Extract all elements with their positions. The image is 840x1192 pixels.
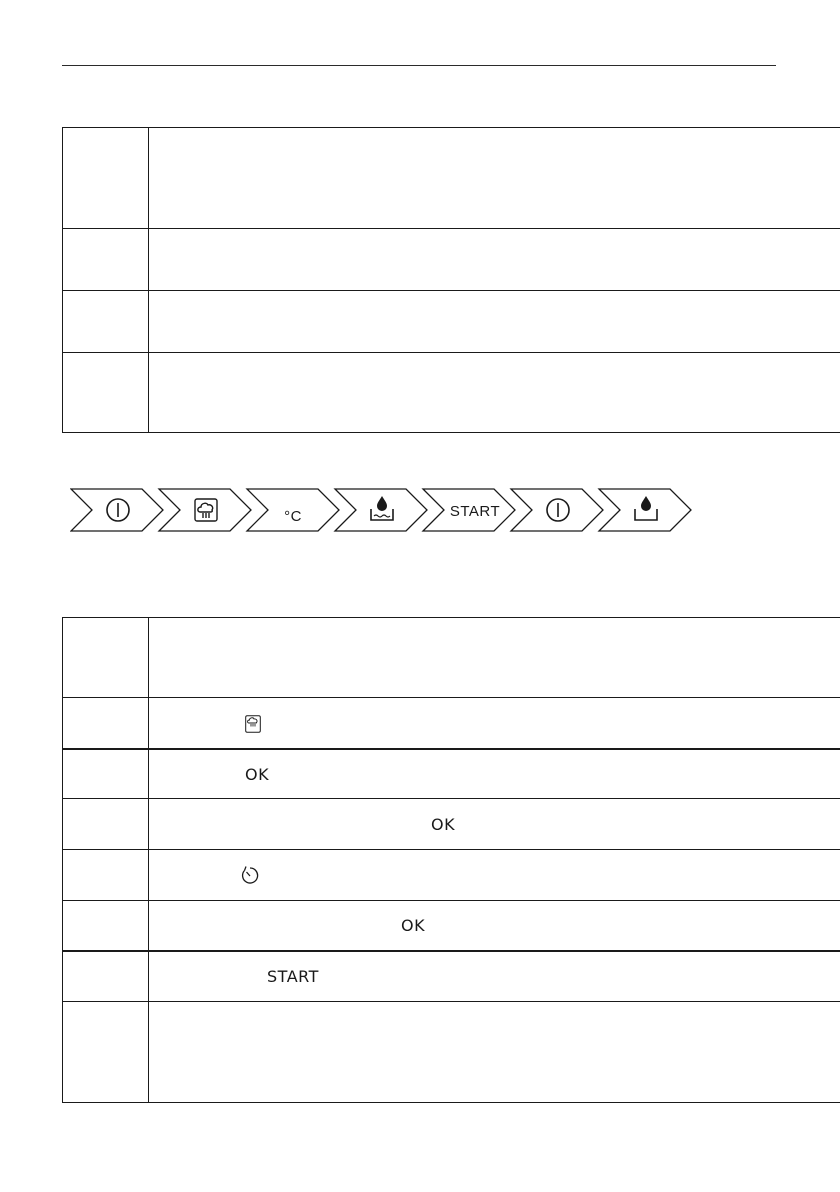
steps-table-top [62,127,840,433]
steam-sv-icon [195,499,217,521]
table-row [63,128,840,229]
table-row [63,291,840,353]
step-number [63,128,149,229]
svg-text:°C: °C [284,508,302,525]
step-text [149,128,840,229]
table-row [63,951,840,1002]
table-row [63,618,840,698]
table-row [63,901,840,951]
power-icon [547,499,569,521]
step-number [63,229,149,291]
control-sequence-flow [70,488,700,532]
table-row [63,749,840,799]
steam-sv-icon [245,715,261,733]
flow-chevron [159,489,251,531]
timer-icon [241,865,259,885]
step-number [63,951,149,1002]
step-number [63,618,149,698]
table-row [63,799,840,850]
step-text [149,799,840,850]
step-number [63,698,149,749]
power-icon [107,499,129,521]
step-number [63,799,149,850]
water-tank-icon [371,496,393,520]
table-row [63,1002,840,1103]
step-text [149,951,840,1002]
steps-table-bottom [62,617,840,1103]
step-text [149,850,840,901]
step-text [149,229,840,291]
table-row [63,353,840,433]
step-number [63,901,149,951]
step-text [149,901,840,951]
water-drop-tray-icon [635,496,657,520]
step-text [149,1002,840,1103]
flow-start-label: START [449,503,501,520]
table-row [63,850,840,901]
step-text [149,618,840,698]
table-row [63,698,840,749]
step-number [63,1002,149,1103]
step-number [63,749,149,799]
step-text [149,698,840,749]
start-label: START [267,967,319,987]
table-row [63,229,840,291]
flow-chevron [71,489,163,531]
flow-chevron [511,489,603,531]
celsius-icon [284,508,302,525]
step-text [149,353,840,433]
step-text [149,749,840,799]
step-number [63,291,149,353]
header-rule [62,65,776,66]
step-number [63,850,149,901]
step-text [149,291,840,353]
ok-label: OK [245,764,270,784]
ok-label: OK [431,815,456,834]
ok-label: OK [401,916,426,936]
step-number [63,353,149,433]
